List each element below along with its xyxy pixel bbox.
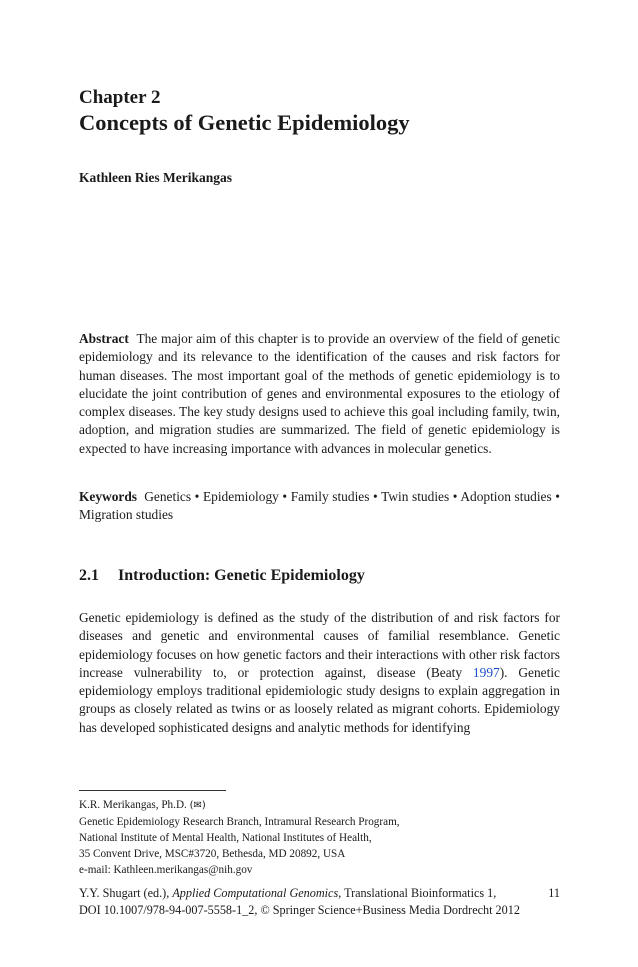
footnote-author: K.R. Merikangas, Ph.D.: [79, 799, 187, 811]
footnote-divider: [79, 790, 226, 791]
abstract-heading: Abstract: [79, 331, 129, 346]
book-citation-line: [79, 885, 560, 902]
intro-text-before: Genetic epidemiology is defined as the study of the distribution of and risk factors for diseases and genetic and environmental causes of familial resemblance. Genetic epidemiology focuses on how genetic factors and their interactions with other risk factors increase vulnerability to, or protection against, disease (Beaty: [79, 610, 560, 680]
book-series: , Translational Bioinformatics 1,: [338, 886, 497, 900]
section-number: 2.1: [79, 567, 99, 584]
keywords: [79, 488, 560, 525]
footnote-author-line: [79, 797, 400, 814]
keywords-heading: Keywords: [79, 489, 138, 504]
citation-link[interactable]: 1997: [472, 664, 500, 680]
keywords-text: Genetics • Epidemiology • Family studies • Twin studies • Adoption studies • Migration studies: [79, 489, 560, 523]
book-citation: [79, 885, 560, 919]
envelope-icon: (✉): [189, 800, 206, 811]
section-heading: [79, 567, 365, 585]
chapter-title: Concepts of Genetic Epidemiology: [79, 110, 410, 135]
page-number: 11: [548, 886, 560, 900]
abstract-text: The major aim of this chapter is to provide an overview of the field of genetic epidemiology and its relevance to the identification of the causes and risk factors for human diseases. The most important goal of the methods of genetic epidemiology is to elucidate the joint contribution of genes and environmental exposures to the etiology of complex diseases. The key study designs used to achieve this goal including family, twin, adoption, and migration studies are summarized. The field of genetic epidemiology is expected to have increasing importance with advances in molecular genetics.: [79, 331, 560, 456]
book-editor: Y.Y. Shugart (ed.),: [79, 886, 173, 900]
footnote: [79, 797, 400, 878]
book-reference: [79, 885, 496, 902]
chapter-label: Chapter 2: [79, 87, 161, 108]
footnote-email: e-mail: Kathleen.merikangas@nih.gov: [79, 864, 253, 876]
author-name: Kathleen Ries Merikangas: [79, 170, 232, 185]
abstract: [79, 330, 560, 458]
section-title: Introduction: Genetic Epidemiology: [118, 567, 365, 584]
intro-paragraph: [79, 609, 560, 737]
footnote-line: 35 Convent Drive, MSC#3720, Bethesda, MD 20892, USA: [79, 848, 346, 860]
footnote-line: National Institute of Mental Health, National Institutes of Health,: [79, 832, 372, 844]
intro-text-after: ). Genetic epidemiology employs traditional epidemiologic study designs to explain aggregation in groups as closely related as twins or as loosely related as migrant cohorts. Epidemiology has developed sophisticated designs and analytic methods for identifying: [79, 664, 560, 735]
book-title: Applied Computational Genomics: [172, 886, 339, 900]
doi-line: DOI 10.1007/978-94-007-5558-1_2, © Springer Science+Business Media Dordrecht 2012: [79, 903, 520, 917]
footnote-line: Genetic Epidemiology Research Branch, Intramural Research Program,: [79, 816, 400, 828]
